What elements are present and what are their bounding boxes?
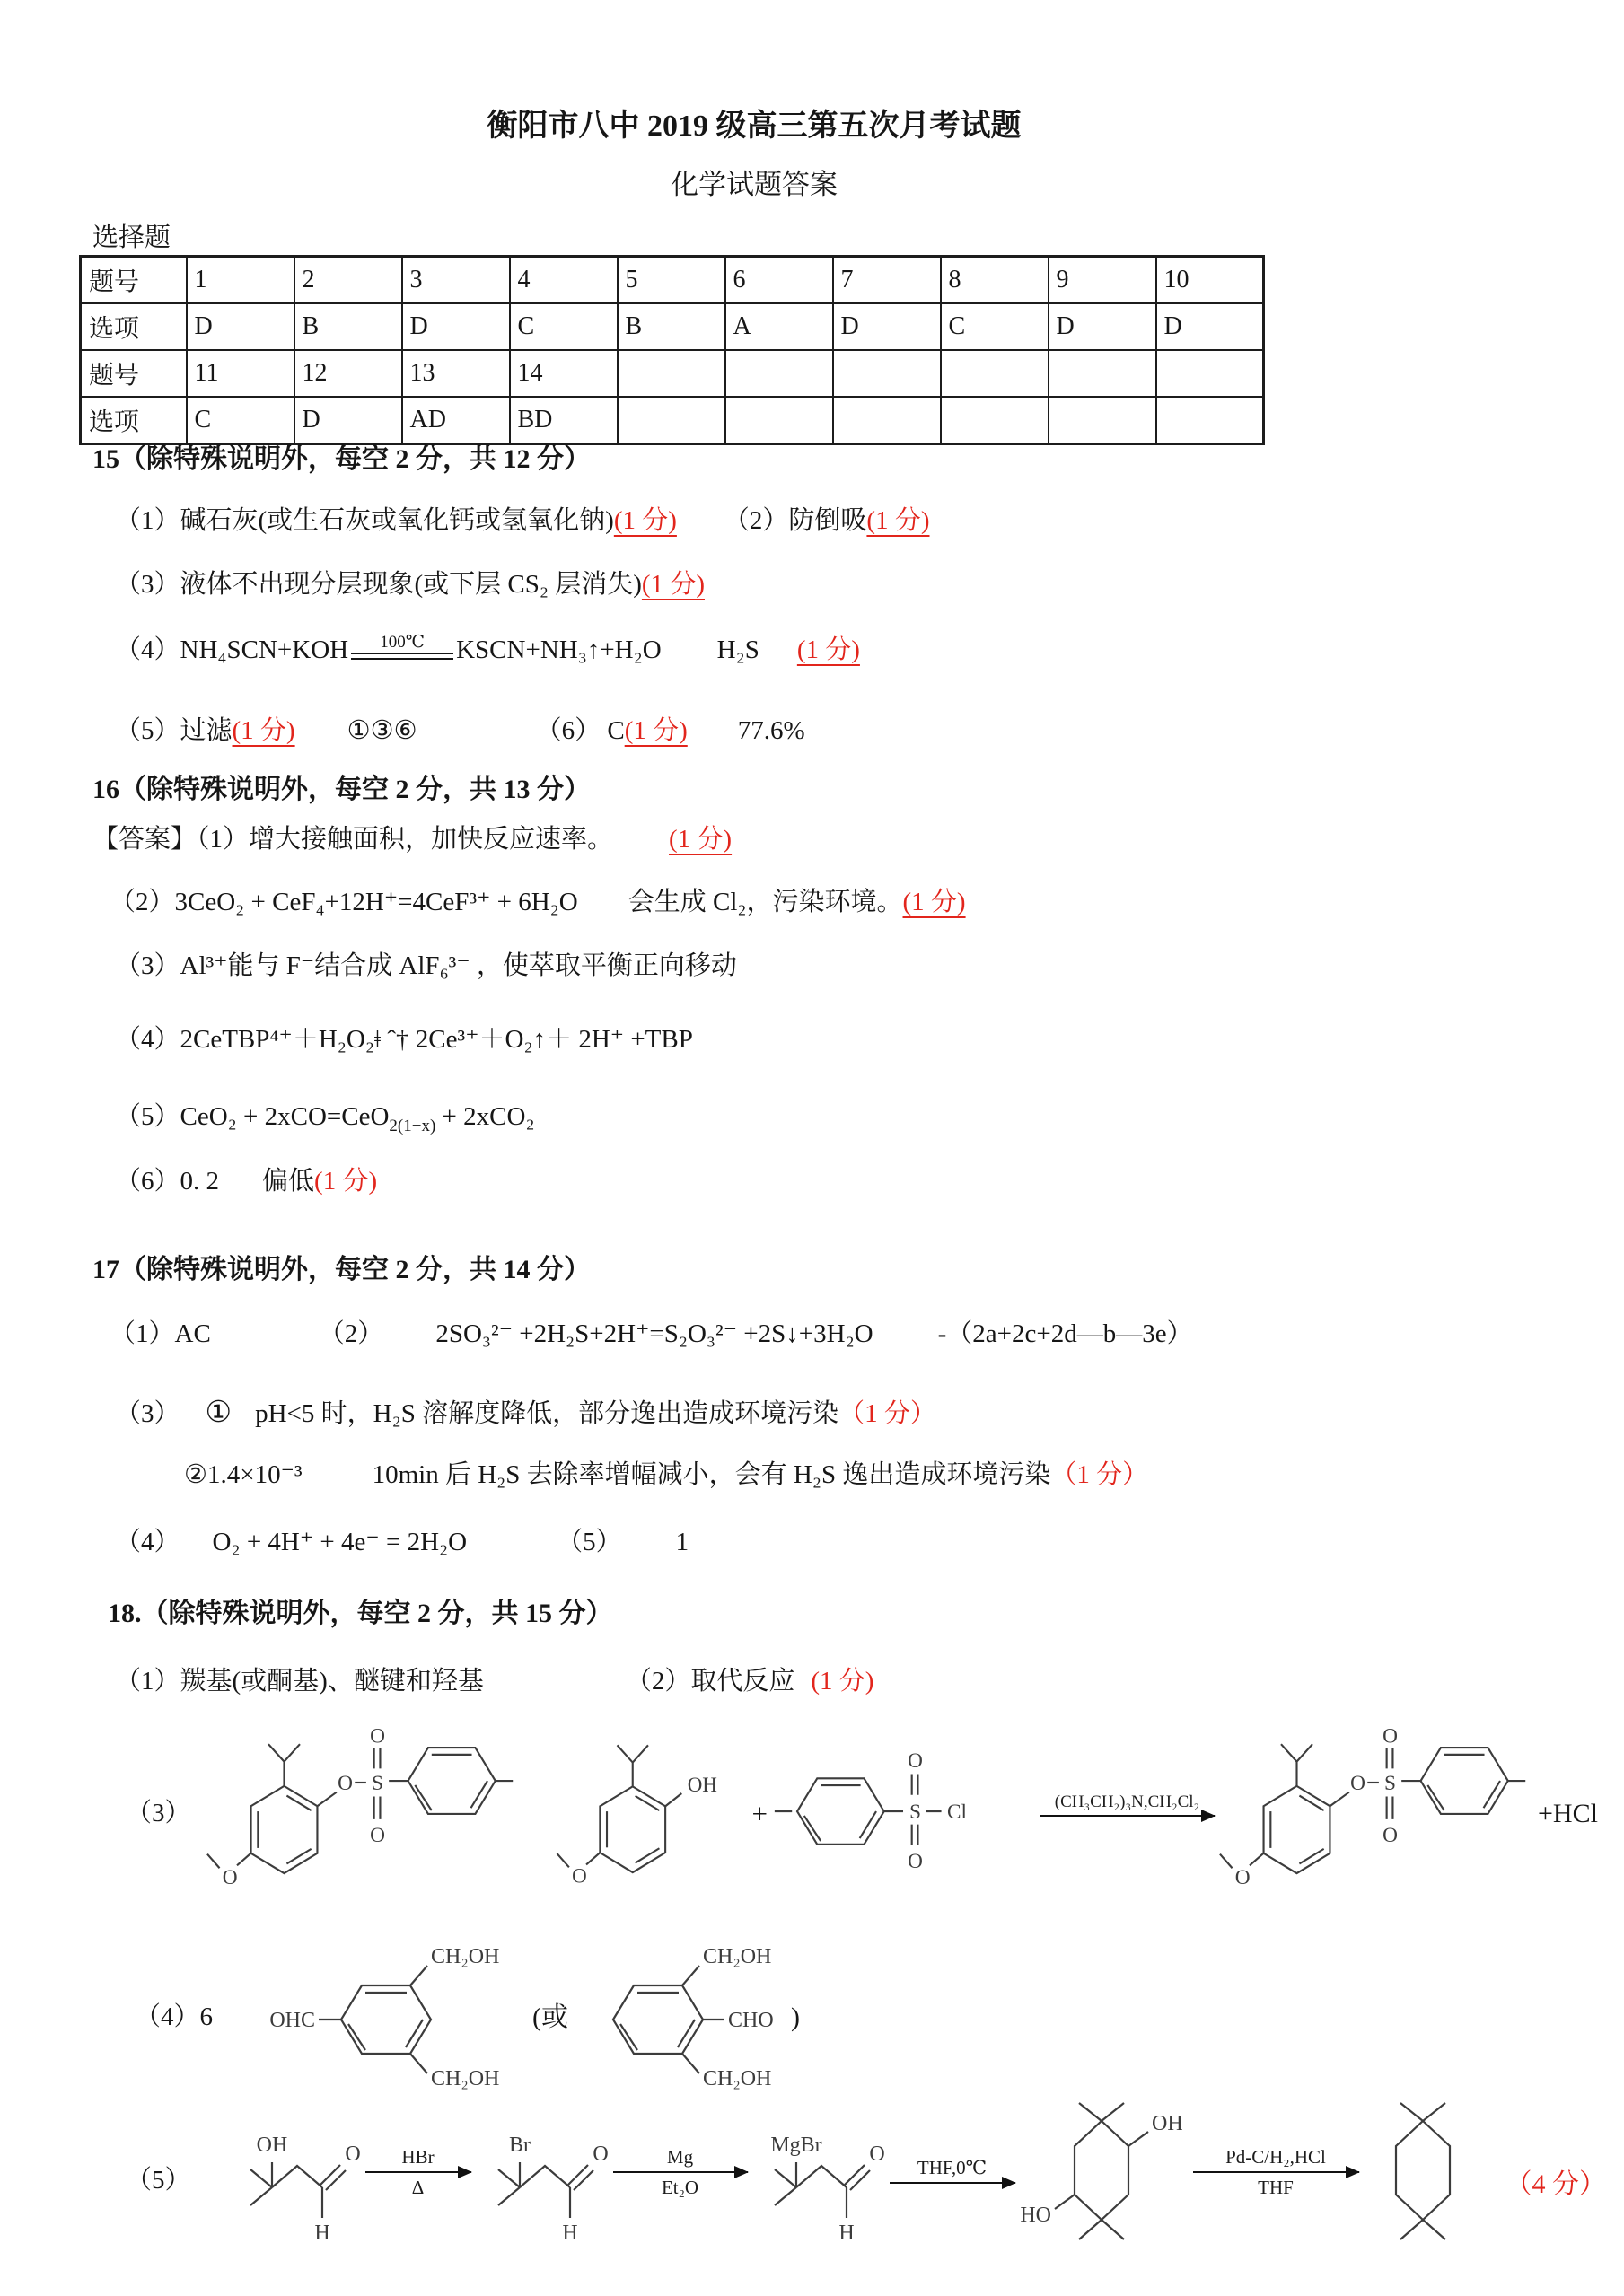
cell: 13 — [402, 350, 510, 397]
q17-line-4 — [115, 1526, 689, 1560]
equation-text: KSCN+NH₃↑+H₂O — [456, 635, 662, 664]
q18-line-1 — [115, 1665, 873, 1699]
group-HO: HO — [1019, 2204, 1051, 2227]
atom-O: O — [868, 2142, 885, 2166]
group-Br: Br — [508, 2133, 531, 2157]
atom-O: O — [369, 1724, 385, 1748]
cell: C — [187, 397, 294, 444]
structure-tetramethyl-cyclohexane — [1363, 2092, 1484, 2270]
q15-line-4 — [115, 714, 805, 749]
answer-text: -（2a+2c+2d—b—3e） — [937, 1319, 1193, 1348]
q16-line-5 — [115, 1100, 535, 1137]
answer-text: （3）Al³⁺能与 F⁻结合成 AlF₆³⁻ ，使萃取平衡正向移动 — [115, 951, 737, 980]
cell: AD — [402, 397, 510, 444]
arrow-condition-top: (CH₃CH₂)₃N,CH₂Cl₂ — [1054, 1792, 1200, 1811]
answer-text: （5） — [557, 1528, 622, 1556]
or-paren: (或 — [532, 2002, 569, 2032]
arrow-condition-top: Pd-C/H₂,HCl — [1225, 2145, 1326, 2168]
q17-heading: 17（除特殊说明外，每空 2 分，共 14 分） — [92, 1255, 591, 1284]
group-OHC: OHC — [269, 2009, 316, 2032]
equation-text: （5）CeO₂ + 2xCO=CeO — [115, 1102, 390, 1131]
table-row — [81, 257, 1264, 304]
arrow-shaft — [1193, 2171, 1359, 2173]
score-mark: (1 分) — [641, 570, 705, 599]
equation-subscript: 2(1−x) — [389, 1116, 436, 1135]
structure-dialcohol-aldehyde-135 — [268, 1925, 520, 2109]
arrow-condition-bottom: Δ — [411, 2177, 425, 2198]
circled-number: ① — [205, 1397, 233, 1429]
atom-Cl: Cl — [947, 1800, 967, 1824]
q16-heading: 16（除特殊说明外，每空 2 分，共 13 分） — [92, 775, 591, 804]
atom-O: O — [1350, 1771, 1365, 1795]
q17-line-2 — [115, 1394, 936, 1433]
atom-O: O — [344, 2142, 361, 2166]
cell: C — [941, 303, 1049, 350]
equation-text: + 2xCO₂ — [435, 1102, 535, 1131]
answer-text: （3）液体不出现分层现象(或下层 CS₂ 层消失) — [115, 570, 642, 599]
cell — [725, 350, 833, 397]
cell — [833, 397, 941, 444]
answer-text: 10min 后 H₂S 去除率增幅减小，会有 H₂S 逸出造成环境污染 — [372, 1460, 1051, 1489]
group-OH: OH — [1151, 2112, 1183, 2135]
condition-label: 100℃ — [380, 632, 425, 652]
cell: 题号 — [81, 257, 187, 304]
arrow-condition-bottom: THF — [1258, 2177, 1294, 2198]
arrow-condition-top: HBr — [401, 2145, 435, 2168]
score-mark: (1 分) — [796, 635, 860, 664]
answer-text: （1）羰基(或酮基)、醚键和羟基 — [115, 1667, 484, 1696]
equation-text: 2SO₃²⁻ +2H₂S+2H⁺=S₂O₃²⁻ +2S↓+3H₂O — [435, 1319, 873, 1348]
group-CH2OH: CH₂OH — [431, 1945, 500, 1968]
group-MgBr: MgBr — [769, 2133, 822, 2157]
item-label: （5） — [126, 2166, 191, 2195]
cell: 选项 — [81, 303, 187, 350]
group-OH: OH — [256, 2133, 287, 2157]
q17-line-3 — [184, 1459, 1148, 1493]
answer-text: （5）过滤 — [115, 716, 233, 745]
score-mark: (1 分) — [314, 1167, 378, 1196]
reaction-arrow — [890, 2157, 1015, 2187]
cell — [833, 350, 941, 397]
answer-text: （6） C — [535, 716, 625, 745]
cell — [1049, 397, 1156, 444]
cell: D — [1156, 303, 1264, 350]
score-mark: (1 分) — [902, 888, 966, 916]
cell: 1 — [187, 257, 294, 304]
answer-text: （2）取代反应 — [625, 1667, 795, 1696]
atom-H: H — [313, 2221, 330, 2245]
cell — [941, 397, 1049, 444]
cell: 11 — [187, 350, 294, 397]
group-CH2OH: CH₂OH — [703, 2067, 772, 2090]
q17-line-1 — [110, 1318, 1193, 1352]
atom-S: S — [1384, 1771, 1397, 1795]
q18-row-4 — [135, 1925, 800, 2109]
cell: 9 — [1049, 257, 1156, 304]
answer-text: （2） — [318, 1319, 384, 1348]
cell — [618, 350, 725, 397]
structure-aryl-tosylate-product — [1218, 1717, 1532, 1910]
structure-aryl-tosylate — [206, 1717, 520, 1910]
answer-text: 会生成 Cl₂，污染环境。 — [628, 888, 903, 916]
item-label: （3） — [126, 1798, 191, 1827]
q18-row-3 — [126, 1713, 1598, 1915]
atom-O: O — [1383, 1724, 1398, 1748]
group-CH2OH: CH₂OH — [431, 2067, 500, 2090]
atom-O: O — [1234, 1865, 1251, 1889]
answer-text: （3） — [115, 1399, 180, 1428]
cell: 题号 — [81, 350, 187, 397]
score-mark: （1 分） — [1050, 1460, 1149, 1489]
q16-line-2 — [110, 886, 966, 920]
answer-text: 偏低 — [262, 1167, 315, 1196]
cell — [725, 397, 833, 444]
q16-line-3 — [115, 950, 737, 984]
score-mark: (1 分) — [613, 506, 677, 535]
cell: 10 — [1156, 257, 1264, 304]
cell: D — [402, 303, 510, 350]
structure-tetramethyl-cyclohexanediol — [1019, 2092, 1189, 2270]
arrow-condition-top: Mg — [666, 2145, 694, 2168]
atom-O: O — [222, 1865, 238, 1889]
cell: A — [725, 303, 833, 350]
cell: D — [294, 397, 402, 444]
structure-bromo-aldehyde — [475, 2112, 610, 2251]
score-mark: （1 分） — [838, 1399, 936, 1428]
cell: D — [833, 303, 941, 350]
cell: 7 — [833, 257, 941, 304]
atom-O: O — [908, 1849, 923, 1873]
atom-S: S — [909, 1800, 922, 1824]
double-line — [351, 653, 453, 660]
atom-O: O — [1383, 1824, 1398, 1848]
arrow-shaft — [613, 2171, 748, 2173]
atom-H: H — [838, 2221, 855, 2245]
reaction-condition — [351, 634, 453, 660]
arrow-shaft — [890, 2182, 1015, 2184]
score-mark: (1 分) — [866, 506, 930, 535]
structure-grignard-aldehyde — [751, 2112, 886, 2251]
choice-section-label: 选择题 — [92, 223, 171, 252]
cell — [618, 397, 725, 444]
page-title: 衡阳市八中 2019 级高三第五次月考试题 — [487, 110, 1022, 143]
cell: BD — [510, 397, 618, 444]
atom-O: O — [592, 2142, 609, 2166]
arrow-shaft — [365, 2171, 471, 2173]
page-subtitle: 化学试题答案 — [671, 169, 838, 200]
cell — [1049, 350, 1156, 397]
cell: 8 — [941, 257, 1049, 304]
cell: 4 — [510, 257, 618, 304]
q18-heading: 18.（除特殊说明外，每空 2 分，共 15 分） — [108, 1599, 613, 1628]
reaction-arrow — [613, 2146, 748, 2198]
cell: 选项 — [81, 397, 187, 444]
answer-table — [79, 255, 1265, 445]
answer-text: 【答案】（1）增大接触面积，加快反应速率。 — [92, 825, 614, 854]
cell: 2 — [294, 257, 402, 304]
atom-O: O — [337, 1771, 353, 1795]
cell: B — [618, 303, 725, 350]
reaction-arrow — [365, 2146, 471, 2198]
cell — [1156, 397, 1264, 444]
answer-text: 1 — [675, 1528, 689, 1556]
q16-line-1 — [92, 823, 732, 857]
group-CHO: CHO — [728, 2009, 774, 2032]
group-CH2OH: CH₂OH — [703, 1945, 772, 1968]
score-mark: （4 分） — [1505, 2169, 1607, 2199]
cell: B — [294, 303, 402, 350]
answer-text: pH<5 时，H₂S 溶解度降低，部分逸出造成环境污染 — [255, 1399, 839, 1428]
atom-O: O — [571, 1864, 587, 1888]
answer-text: （6）0. 2 — [115, 1167, 220, 1196]
answer-text: H₂S — [716, 635, 759, 664]
q15-line-2 — [115, 568, 705, 602]
score-mark: (1 分) — [669, 825, 733, 854]
byproduct-hcl: +HCl — [1538, 1799, 1598, 1828]
q15-line-1 — [115, 504, 930, 539]
structure-hydroxy-aldehyde — [227, 2112, 362, 2251]
answer-text: （4） — [115, 1528, 180, 1556]
score-mark: (1 分) — [232, 716, 295, 745]
cell — [941, 350, 1049, 397]
circled-numbers: ①③⑥ — [347, 716, 417, 745]
table-row — [81, 303, 1264, 350]
arrow-condition-bottom: Et₂O — [661, 2177, 699, 2198]
arrow-shaft — [1040, 1815, 1215, 1817]
plus-sign: + — [751, 1797, 768, 1829]
close-paren: ) — [791, 2002, 801, 2032]
atom-S: S — [371, 1771, 383, 1795]
cell: 3 — [402, 257, 510, 304]
answer-text: （2）防倒吸 — [723, 506, 867, 535]
answer-text: （1）碱石灰(或生石灰或氧化钙或氢氧化钠) — [115, 506, 614, 535]
score-mark: (1 分) — [811, 1667, 874, 1696]
cell: D — [187, 303, 294, 350]
q15-line-3 — [115, 634, 860, 668]
cell — [1156, 350, 1264, 397]
table-row — [81, 397, 1264, 444]
q18-row-5 — [126, 2091, 1606, 2271]
equation-text: （4）2CeTBP⁴⁺＋H₂O₂ǂ ˆ† 2Ce³⁺＋O₂↑＋ 2H⁺ +TBP — [115, 1025, 693, 1054]
cell: D — [1049, 303, 1156, 350]
reaction-arrow — [1193, 2146, 1359, 2198]
q15-heading: 15（除特殊说明外，每空 2 分，共 12 分） — [92, 444, 591, 474]
cell: C — [510, 303, 618, 350]
cell: 14 — [510, 350, 618, 397]
equation-text: O₂ + 4H⁺ + 4e⁻ = 2H₂O — [212, 1528, 468, 1556]
answer-text: ②1.4×10⁻³ — [184, 1460, 303, 1489]
reaction-arrow — [1040, 1792, 1215, 1821]
cell: 5 — [618, 257, 725, 304]
score-mark: (1 分) — [624, 716, 688, 745]
equation-text: （2）3CeO₂ + CeF₄+12H⁺=4CeF³⁺ + 6H₂O — [110, 888, 578, 916]
answer-text: （1）AC — [110, 1319, 211, 1348]
cell: 12 — [294, 350, 402, 397]
arrow-condition-top: THF,0℃ — [917, 2156, 988, 2178]
answer-text: 77.6% — [737, 716, 805, 745]
q16-line-4 — [115, 1023, 693, 1057]
item-label: （4）6 — [135, 2002, 214, 2031]
structure-phenol — [547, 1717, 749, 1910]
table-row — [81, 350, 1264, 397]
cell: 6 — [725, 257, 833, 304]
atom-O: O — [369, 1824, 385, 1848]
structure-tosyl-chloride — [771, 1724, 1036, 1904]
q16-line-6 — [115, 1165, 377, 1199]
atom-H: H — [561, 2221, 578, 2245]
atom-O: O — [908, 1748, 923, 1773]
equation-text: （4）NH₄SCN+KOH — [115, 635, 349, 664]
group-OH: OH — [687, 1774, 717, 1797]
structure-dialcohol-aldehyde-123 — [581, 1925, 787, 2109]
